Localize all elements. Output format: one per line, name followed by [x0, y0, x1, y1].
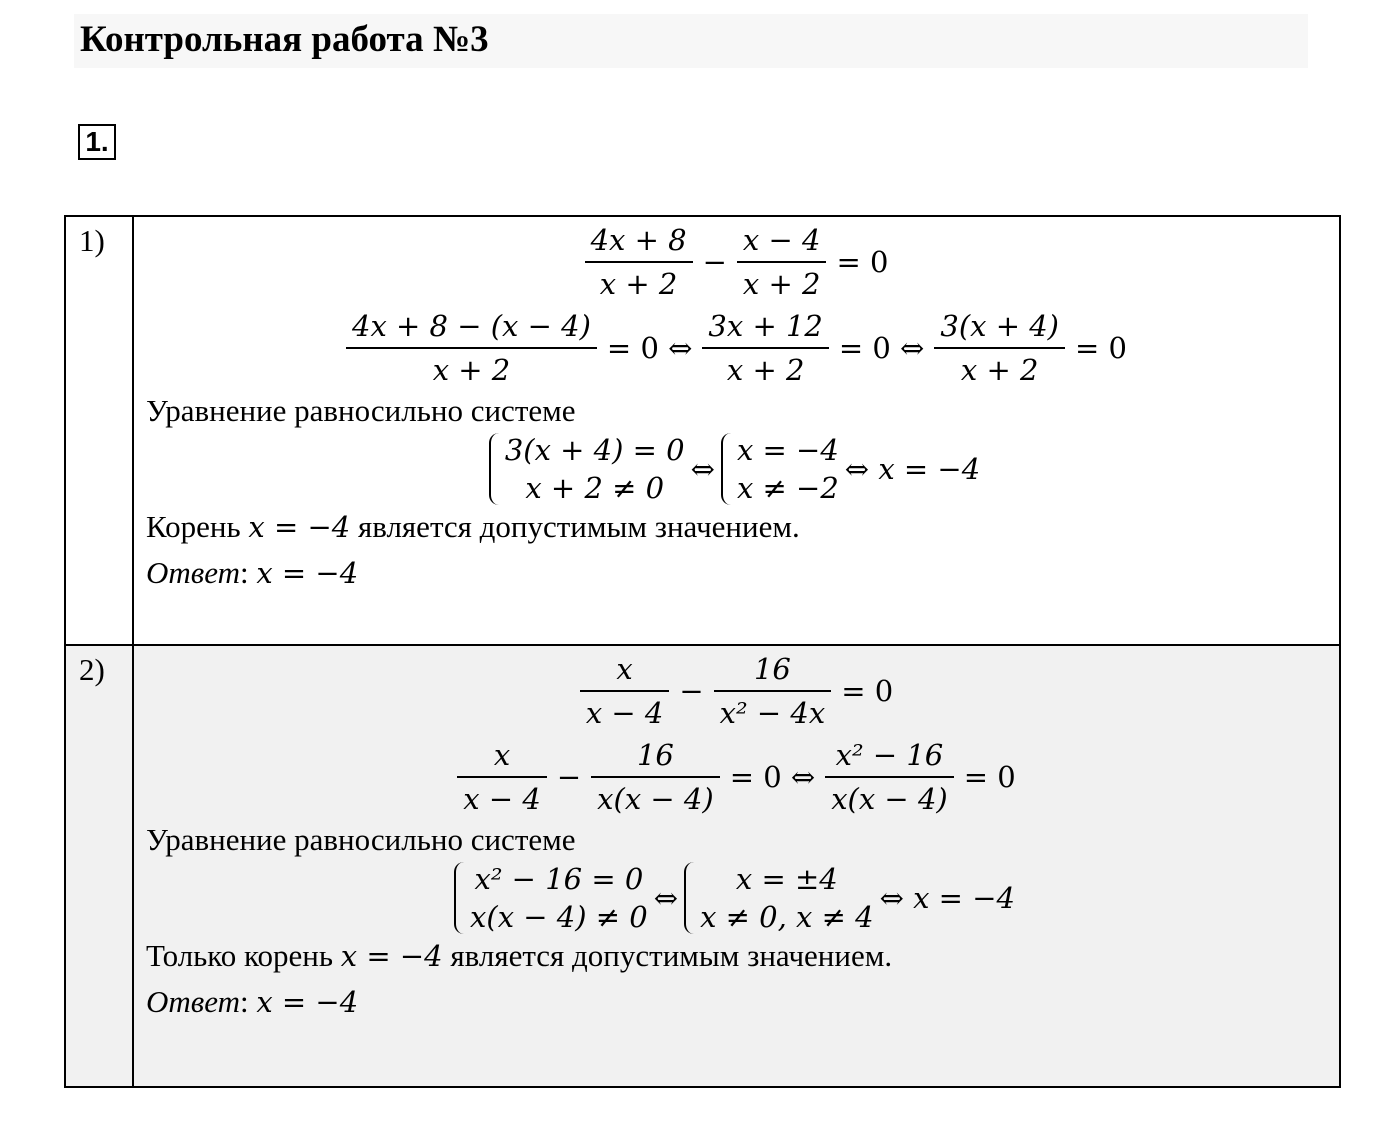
- solution-row-1: [65, 216, 1340, 645]
- operator: −: [702, 245, 727, 279]
- denominator: x − 4: [457, 776, 547, 820]
- denominator: x + 2: [702, 347, 828, 391]
- brace-icon: [489, 433, 503, 505]
- equation-1-2: [146, 305, 1329, 391]
- denominator: x + 2: [585, 261, 693, 305]
- operator: = 0 ⇔: [606, 331, 693, 365]
- numerator: x: [616, 652, 633, 686]
- conclusion-text: [146, 936, 1329, 976]
- system-right: [721, 431, 839, 507]
- conclusion-math: x = −4: [340, 939, 443, 973]
- operator: ⇔: [690, 452, 715, 486]
- answer-colon: :: [239, 555, 257, 590]
- system-result: ⇔ x = −4: [879, 881, 1015, 915]
- system-result: ⇔ x = −4: [844, 452, 981, 486]
- system-left: [454, 860, 648, 936]
- system-line: x(x − 4) ≠ 0: [470, 900, 648, 934]
- task-number-box: 1.: [78, 124, 116, 160]
- answer-value: x = −4: [256, 985, 359, 1019]
- system-equation-1: [146, 431, 1329, 507]
- system-line: x = ±4: [735, 862, 838, 896]
- system-line: x + 2 ≠ 0: [525, 471, 665, 505]
- fraction: [934, 305, 1065, 391]
- numerator: 3x + 12: [708, 309, 823, 343]
- equation-2-2: [146, 734, 1329, 820]
- system-line: x ≠ 0, x ≠ 4: [700, 900, 874, 934]
- operator: = 0 ⇔: [838, 331, 925, 365]
- row-label-1: 1): [65, 216, 133, 645]
- denominator: x² − 4x: [714, 690, 832, 734]
- conclusion-math: x = −4: [248, 510, 351, 544]
- fraction: [825, 734, 954, 820]
- system-intro-text: Уравнение равносильно системе: [146, 393, 576, 428]
- conclusion-prefix: Корень: [146, 509, 249, 544]
- solution-table: [64, 215, 1341, 1088]
- numerator: 16: [636, 738, 674, 772]
- answer-label: Ответ: [146, 984, 240, 1019]
- numerator: x² − 16: [835, 738, 944, 772]
- operator: = 0: [841, 674, 894, 708]
- denominator: x(x − 4): [825, 776, 954, 820]
- conclusion-prefix: Только корень: [146, 938, 341, 973]
- operator: = 0: [1075, 331, 1127, 365]
- fraction: [346, 305, 597, 391]
- answer-label: Ответ: [146, 555, 240, 590]
- system-line: 3(x + 4) = 0: [504, 433, 685, 467]
- numerator: x: [493, 738, 511, 772]
- system-left: [489, 431, 685, 507]
- system-line: x = −4: [736, 433, 839, 467]
- fraction: [580, 648, 670, 734]
- fraction: [714, 648, 832, 734]
- fraction: [585, 219, 693, 305]
- answer-value: x = −4: [256, 556, 359, 590]
- denominator: x + 2: [737, 261, 827, 305]
- system-equation-2: [146, 860, 1329, 936]
- brace-icon: [684, 862, 698, 934]
- row-content-1: [133, 216, 1340, 645]
- numerator: 4x + 8 − (x − 4): [352, 309, 591, 343]
- brace-icon: [721, 433, 735, 505]
- answer-line: [146, 982, 1329, 1022]
- conclusion-suffix: является допустимым значением.: [442, 938, 893, 973]
- denominator: x − 4: [580, 690, 670, 734]
- operator: −: [556, 760, 582, 794]
- numerator: 4x + 8: [590, 223, 687, 257]
- equation-1-1: [146, 219, 1329, 305]
- system-line: x² − 16 = 0: [474, 862, 644, 896]
- row-label-2: 2): [65, 645, 133, 1087]
- system-intro-text: Уравнение равносильно системе: [146, 822, 576, 857]
- answer-colon: :: [239, 984, 257, 1019]
- fraction: [737, 219, 827, 305]
- operator: = 0 ⇔: [729, 760, 816, 794]
- conclusion-text: [146, 507, 1329, 547]
- equation-2-1: [146, 648, 1329, 734]
- system-line: x ≠ −2: [736, 471, 839, 505]
- system-right: [684, 860, 874, 936]
- page-title: Контрольная работа №3: [80, 19, 489, 60]
- solution-row-2: [65, 645, 1340, 1087]
- numerator: x − 4: [742, 223, 821, 257]
- brace-icon: [454, 862, 468, 934]
- numerator: 16: [753, 652, 791, 686]
- fraction: [702, 305, 828, 391]
- operator: ⇔: [653, 881, 679, 915]
- answer-line: [146, 553, 1329, 593]
- fraction: [457, 734, 547, 820]
- row-content-2: [133, 645, 1340, 1087]
- operator: = 0: [963, 760, 1016, 794]
- operator: = 0: [836, 245, 889, 279]
- denominator: x(x − 4): [591, 776, 720, 820]
- conclusion-suffix: является допустимым значением.: [350, 509, 800, 544]
- fraction: [591, 734, 720, 820]
- denominator: x + 2: [934, 347, 1065, 391]
- denominator: x + 2: [346, 347, 597, 391]
- numerator: 3(x + 4): [940, 309, 1059, 343]
- operator: −: [679, 674, 704, 708]
